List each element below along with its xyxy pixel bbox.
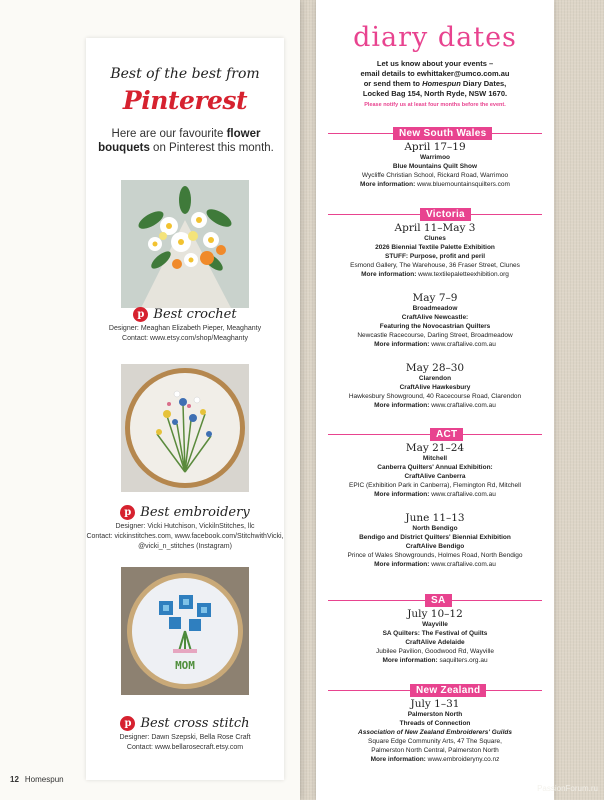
best-embroidery-label: p Best embroidery bbox=[86, 505, 284, 520]
region-victoria: Victoria bbox=[420, 208, 471, 221]
intro-text: Here are our favourite flower bouquets on Pinterest this month. bbox=[98, 128, 274, 154]
best-cross-stitch-label: p Best cross stitch bbox=[86, 716, 284, 731]
event-clunes: April 11–May 3 Clunes 2026 Biennial Textile Palette Exhibition STUFF: Purpose, profit and peril Esmond Gallery, The Warehouse, 36 Fraser Street, Clunes More information: www.textilepaletteexhibition.org bbox=[350, 222, 520, 278]
event-mitchell: May 21–24 Mitchell Canberra Quilters' Annual Exhibition: CraftAlive Canberra EPIC (Exhibition Park in Canberra), Flemington Rd, Mitchell More information: www.craftalive.com.au bbox=[349, 442, 521, 498]
mom-stitch-text: MOM bbox=[175, 659, 195, 672]
best-crochet-label: p Best crochet bbox=[86, 307, 284, 322]
event-broadmeadow: May 7–9 Broadmeadow CraftAlive Newcastle: Featuring the Novocastrian Quilters Newcastle Racecourse, Darling Street, Broadmeadow More information: www.craftalive.com.au bbox=[357, 292, 513, 348]
event-warrimoo: April 17–19 Warrimoo Blue Mountains Quilt Show Wycliffe Christian School, Rickard Road, Warrimoo More information: www.bluemountainsquilters.com bbox=[360, 141, 510, 188]
cross-stitch-credit: Designer: Dawn Szepski, Bella Rose Craft Contact: www.bellarosecraft.etsy.com bbox=[119, 734, 251, 751]
event-palmerston-north: July 1–31 Palmerston North Threads of Connection Association of New Zealand Embroiderers' Guilds Square Edge Community Arts, 47 The Square, Palmerston North Central, Palmerston North More information: www.embroideryny.co.nz bbox=[358, 698, 512, 763]
pinterest-icon: p bbox=[120, 716, 135, 731]
best-of-title: Best of the best from bbox=[110, 66, 260, 82]
crochet-credit: Designer: Meaghan Elizabeth Pieper, Meaghanty Contact: www.etsy.com/shop/Meaghanty bbox=[108, 325, 262, 342]
region-nsw: New South Wales bbox=[393, 127, 492, 140]
pinterest-wordmark: Pinterest bbox=[122, 86, 248, 115]
diary-dates-title: diary dates bbox=[353, 22, 517, 53]
embroidery-hoop-photo bbox=[121, 364, 249, 492]
watermark: PassionForum.ru bbox=[537, 784, 598, 793]
pinterest-icon: p bbox=[120, 505, 135, 520]
region-sa: SA bbox=[425, 594, 452, 607]
page-footer: 12 Homespun bbox=[10, 775, 64, 784]
pinterest-icon: p bbox=[133, 307, 148, 322]
event-clarendon: May 28–30 Clarendon CraftAlive Hawkesbury Hawkesbury Showground, 40 Racecourse Road, Clarendon More information: www.craftalive.com.au bbox=[348, 362, 522, 409]
diary-intro: Let us know about your events – email details to ewhittaker@umco.com.au or send them to Homespun Diary Dates, Locked Bag 154, North Ryde, NSW 1670. bbox=[360, 59, 510, 98]
embroidery-credit: Designer: Vicki Hutchison, VickilnStitches, llc Contact: vickinstitches.com, www.facebook.com/StitchwithVicki, @vicki_n_stitches (Instagram) bbox=[86, 523, 284, 550]
diary-note: Please notify us at least four months before the event. bbox=[364, 102, 506, 108]
cross-stitch-photo bbox=[121, 567, 249, 695]
crochet-bouquet-photo bbox=[121, 180, 249, 308]
region-new-zealand: New Zealand bbox=[410, 684, 486, 697]
event-wayville: July 10–12 Wayville SA Quilters: The Festival of Quilts CraftAlive Adelaide Jubilee Pavilion, Goodwood Rd, Wayville More information: saquilters.org.au bbox=[376, 608, 494, 664]
event-north-bendigo: June 11–13 North Bendigo Bendigo and District Quilters' Biennial Exhibition CraftAlive Bendigo Prince of Wales Showgrounds, Holmes Road, North Bendigo More information: www.craftalive.com.au bbox=[347, 512, 523, 568]
region-act: ACT bbox=[430, 428, 463, 441]
